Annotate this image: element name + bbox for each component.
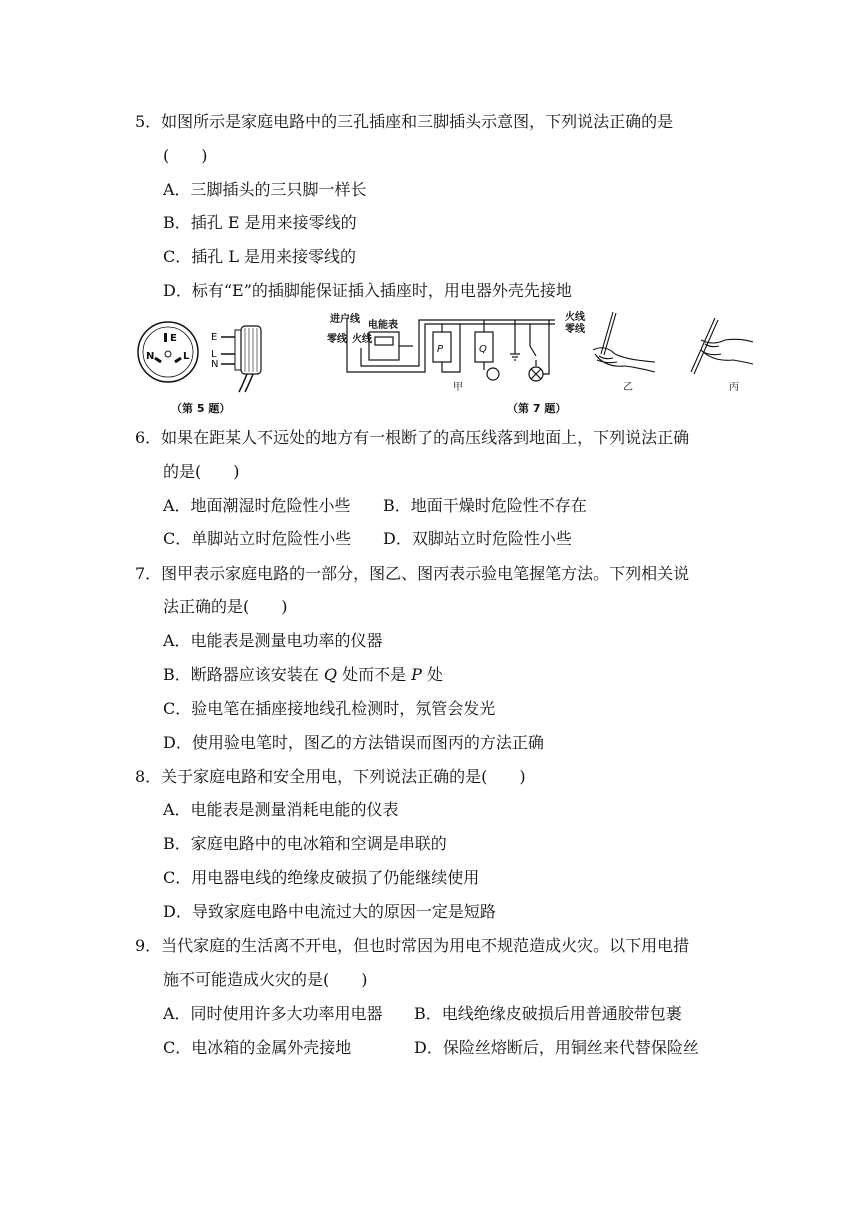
q8-option-c: C．用电器电线的绝缘皮破损了仍能继续使用 — [163, 868, 480, 887]
q9-option-c: C．电冰箱的金属外壳接地 — [163, 1038, 352, 1057]
q9-stem-line1: 9．当代家庭的生活离不开电，但也时常因为用电不规范造成火灾。以下用电措 — [135, 936, 690, 955]
q6-option-b: B．地面干燥时危险性不存在 — [383, 496, 587, 515]
test-pen-hand-yi-figure — [593, 312, 655, 393]
household-circuit-figure — [327, 310, 586, 393]
q7-stem-line2: 法正确的是( ) — [163, 597, 288, 616]
q6-option-a: A．地面潮湿时危险性小些 — [163, 496, 351, 515]
q8-option-d: D．导致家庭电路中电流过大的原因一定是短路 — [163, 902, 496, 921]
label-bing: 丙 — [729, 382, 739, 393]
socket-label-l: L — [183, 351, 190, 362]
caption-figure-7: （第 7 题） — [507, 402, 567, 415]
q8-option-b: B．家庭电路中的电冰箱和空调是串联的 — [163, 834, 447, 853]
q7-option-b — [163, 665, 443, 685]
q7-option-d: D．使用验电笔时，图乙的方法错误而图丙的方法正确 — [163, 733, 544, 752]
q5-option-a: A．三脚插头的三只脚一样长 — [163, 180, 367, 199]
q5-option-b: B．插孔 E 是用来接零线的 — [163, 213, 357, 232]
plug-label-l: L — [211, 349, 217, 360]
caption-figure-5: （第 5 题） — [171, 402, 231, 415]
q6-option-d: D．双脚站立时危险性小些 — [383, 529, 572, 548]
label-p: P — [437, 344, 444, 355]
q7-option-b-post: 处 — [421, 665, 444, 684]
label-jia: 甲 — [453, 382, 463, 393]
q9-option-b: B．电线绝缘皮破损后用普通胶带包裹 — [414, 1004, 682, 1023]
label-yi: 乙 — [623, 382, 633, 393]
q8-stem: 8．关于家庭电路和安全用电，下列说法正确的是( ) — [135, 767, 526, 786]
label-neutral-vertical: 零线 — [327, 334, 347, 345]
q6-stem-line2: 的是( ) — [163, 462, 240, 481]
q9-stem-line2: 施不可能造成火灾的是( ) — [163, 970, 368, 989]
three-hole-socket-figure — [138, 322, 198, 382]
label-neutral-right: 零线 — [565, 324, 585, 335]
q7-option-b-mid: 处而不是 — [336, 665, 412, 684]
q7-stem-line1: 7．图甲表示家庭电路的一部分，图乙、图丙表示验电笔握笔方法。下列相关说 — [135, 564, 690, 583]
q5-option-d: D．标有“E”的插脚能保证插入插座时，用电器外壳先接地 — [163, 281, 572, 300]
q7-option-b-pre: B．断路器应该安装在 — [163, 665, 324, 684]
q5-stem-line2: ( ) — [163, 146, 208, 165]
q7-option-c: C．验电笔在插座接地线孔检测时，氖管会发光 — [163, 699, 496, 718]
q9-option-d: D．保险丝熔断后，用铜丝来代替保险丝 — [414, 1038, 699, 1057]
three-pin-plug-figure — [211, 326, 261, 392]
plug-label-n: N — [211, 359, 219, 370]
q9-option-a: A．同时使用许多大功率用电器 — [163, 1004, 383, 1023]
socket-label-e: E — [170, 333, 177, 344]
q5-option-c: C．插孔 L 是用来接零线的 — [163, 247, 357, 266]
label-live-vertical: 火线 — [352, 334, 372, 345]
label-meter: 电能表 — [368, 320, 398, 331]
q8-option-a: A．电能表是测量消耗电能的仪表 — [163, 800, 399, 819]
q7-option-a: A．电能表是测量电功率的仪器 — [163, 631, 383, 650]
figures-row — [135, 310, 755, 420]
q5-stem-line1: 5．如图所示是家庭电路中的三孔插座和三脚插头示意图，下列说法正确的是 — [135, 112, 674, 131]
label-live-right: 火线 — [565, 312, 585, 323]
test-pen-hand-bing-figure — [691, 318, 753, 393]
q7-option-b-q: Q — [323, 665, 337, 684]
socket-label-n: N — [146, 351, 155, 362]
plug-label-e: E — [211, 332, 218, 343]
q6-option-c: C．单脚站立时危险性小些 — [163, 529, 352, 548]
q6-stem-line1: 6．如果在距某人不远处的地方有一根断了的高压线落到地面上，下列说法正确 — [135, 428, 690, 447]
label-in-line: 进户线 — [330, 314, 360, 325]
label-q: Q — [479, 344, 487, 355]
q7-option-b-p: P — [411, 665, 422, 684]
